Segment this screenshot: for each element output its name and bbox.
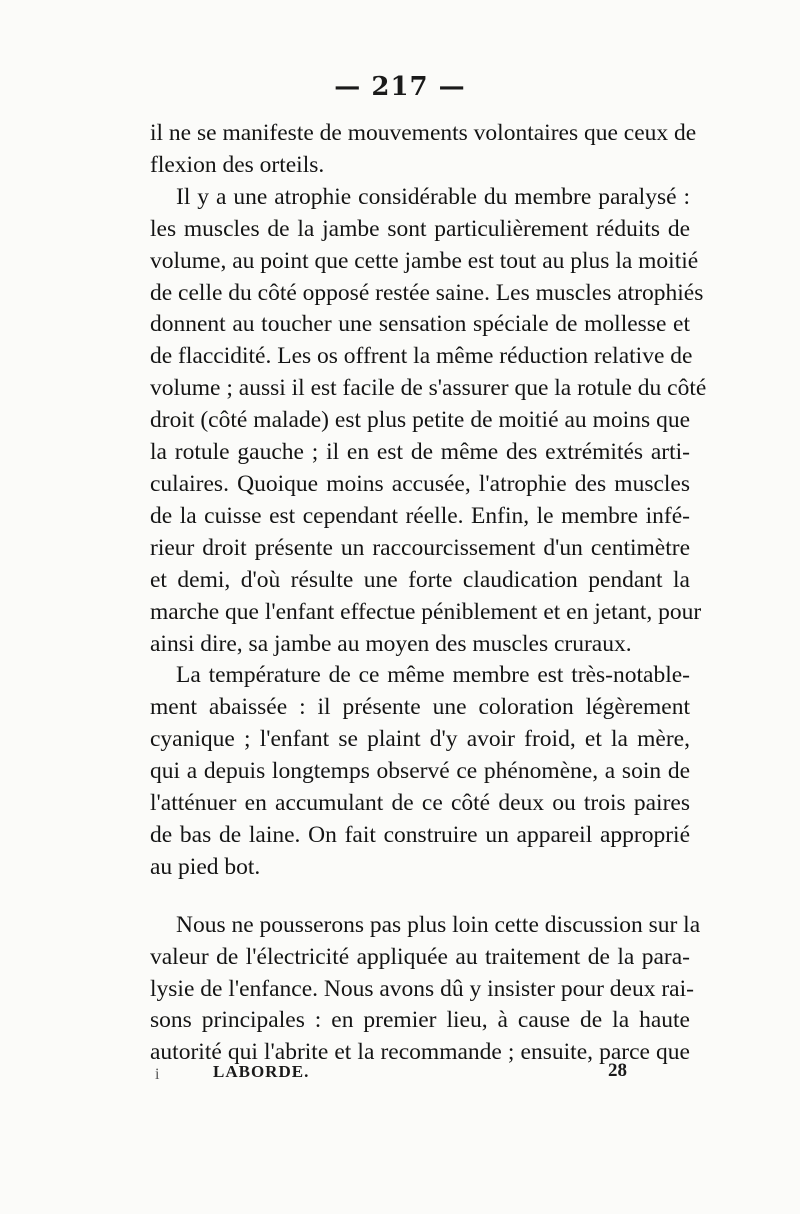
text-line: lysie de l'enfance. Nous avons dû y insister pour deux rai- — [150, 975, 694, 1002]
section-gap — [150, 884, 690, 910]
text-line: flexion des orteils. — [150, 151, 325, 178]
page-number: — 217 — — [334, 72, 466, 102]
text-line: au pied bot. — [150, 853, 261, 880]
text-line: il ne se manifeste de mouvements volontaires que ceux de — [150, 120, 697, 146]
text-line: l'atténuer en accumulant de ce côté deux ou trois paires — [150, 790, 690, 817]
text-line: sons principales : en premier lieu, à cause de la haute — [150, 1007, 690, 1034]
text-line: de la cuisse est cependant réelle. Enfin, le membre infé- — [150, 502, 690, 529]
text-line: autorité qui l'abrite et la recommande ; ensuite, parce que — [150, 1039, 690, 1066]
text-line: valeur de l'électricité appliquée au traitement de la para- — [150, 943, 690, 970]
paragraph-1 — [150, 118, 697, 182]
text-line: qui a depuis longtemps observé ce phénomène, a soin de — [150, 758, 690, 785]
text-line: donnent au toucher une sensation spéciale de mollesse et — [150, 311, 690, 338]
footer-mark: i — [155, 1066, 160, 1083]
sheet-number: 28 — [608, 1060, 627, 1081]
text-line: ainsi dire, sa jambe au moyen des muscles cruraux. — [150, 630, 632, 657]
paragraph-3 — [150, 660, 690, 883]
text-line: culaires. Quoique moins accusée, l'atrophie des muscles — [150, 470, 690, 497]
text-line: de bas de laine. On fait construire un appareil approprié — [150, 821, 690, 848]
text-line: cyanique ; l'enfant se plaint d'y avoir froid, et la mère, — [150, 726, 690, 753]
text-line: ment abaissée : il présente une coloration légèrement — [150, 694, 690, 721]
text-line: les muscles de la jambe sont particulièrement réduits de — [150, 215, 690, 242]
paragraph-2 — [150, 182, 707, 661]
text-line: volume ; aussi il est facile de s'assurer que la rotule du côté — [150, 375, 707, 402]
text-line: et demi, d'où résulte une forte claudication pendant la — [150, 566, 690, 593]
text-line: de celle du côté opposé restée saine. Les muscles atrophiés — [150, 279, 704, 306]
text-line: Nous ne pousserons pas plus loin cette discussion sur la — [176, 911, 701, 938]
paragraph-4 — [150, 910, 701, 1070]
text-line: la rotule gauche ; il en est de même des extrémités arti- — [150, 439, 690, 466]
text-line: volume, au point que cette jambe est tout au plus la moitié — [150, 247, 699, 274]
signature-mark: LABORDE. — [213, 1062, 310, 1081]
text-line: droit (côté malade) est plus petite de moitié au moins que — [150, 407, 690, 434]
text-line: marche que l'enfant effectue péniblement et en jetant, pour — [150, 598, 702, 625]
text-line: Il y a une atrophie considérable du membre paralysé : — [176, 183, 690, 210]
text-line: La température de ce même membre est très-notable- — [176, 662, 690, 689]
text-line: de flaccidité. Les os offrent la même réduction relative de — [150, 343, 693, 370]
text-line: rieur droit présente un raccourcissement d'un centimètre — [150, 534, 690, 561]
body-text — [150, 118, 707, 1069]
